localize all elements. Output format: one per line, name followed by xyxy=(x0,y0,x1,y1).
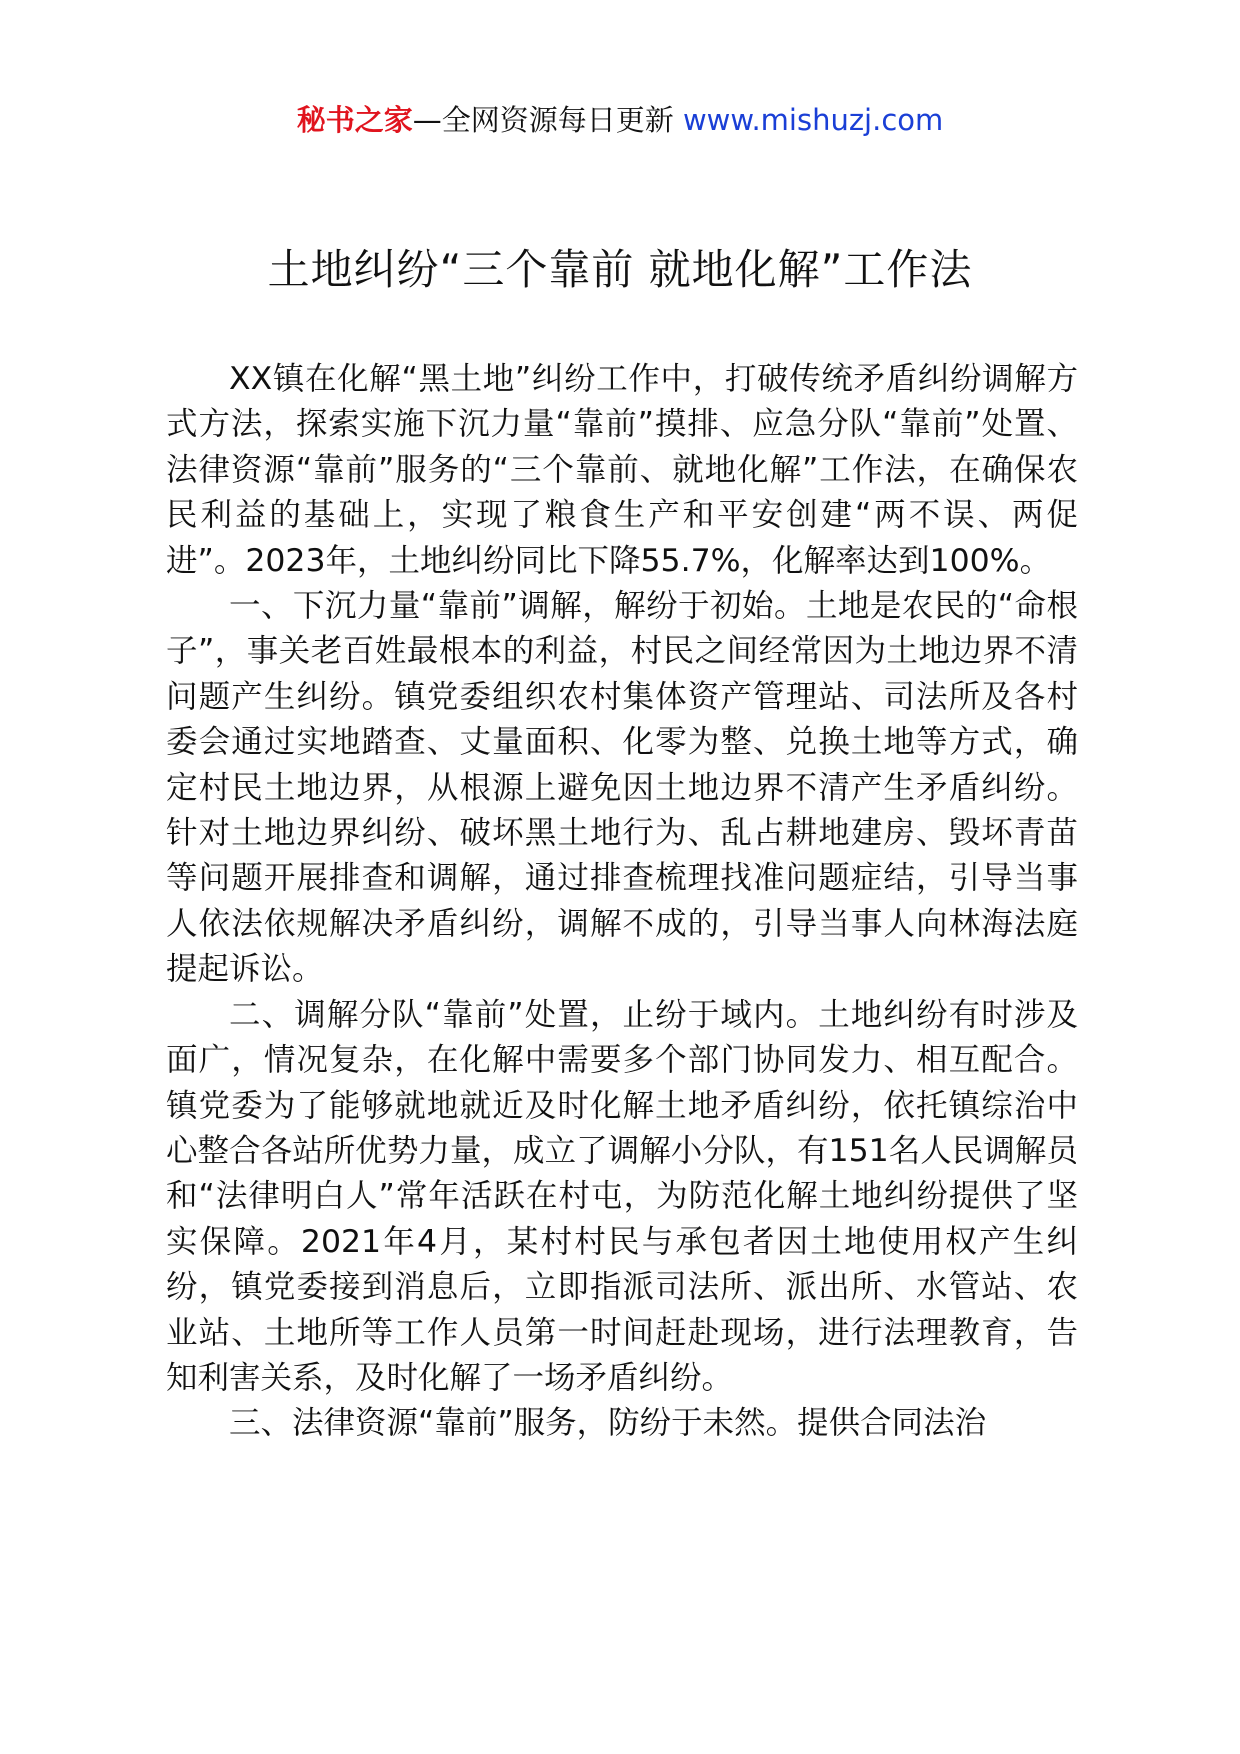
paragraph-section-3: 三、法律资源“靠前”服务，防纷于未然。提供合同法治 xyxy=(229,1405,987,1442)
brand-name: 秘书之家 xyxy=(296,103,413,137)
paragraph-intro: XX镇在化解“黑土地”纠纷工作中，打破传统矛盾纠纷调解方式方法，探索实施下沉力量“靠前”摸排、应急分队“靠前”处置、法律资源“靠前”服务的“三个靠前、就地化解”工作法，在确保农民利益的基础上，实现了粮食生产和平安创建“两不误、两促进”。2023年，土地纠纷同比下降55.7%，化解率达到100%。 xyxy=(166,361,1078,579)
header-tagline: —全网资源每日更新 xyxy=(412,103,674,137)
paragraph-section-1: 一、下沉力量“靠前”调解，解纷于初始。土地是农民的“命根子”，事关老百姓最根本的利益，村民之间经常因为土地边界不清问题产生纠纷。镇党委组织农村集体资产管理站、司法所及各村委会通过实地踏查、丈量面积、化零为整、兑换土地等方式，确定村民土地边界，从根源上避免因土地边界不清产生矛盾纠纷。针对土地边界纠纷、破坏黑土地行为、乱占耕地建房、毁坏青苗等问题开展排查和调解，通过排查梳理找准问题症结，引导当事人依法依规解决矛盾纠纷，调解不成的，引导当事人向林海法庭提起诉讼。 xyxy=(166,588,1078,988)
paragraph-section-2: 二、调解分队“靠前”处置，止纷于域内。土地纠纷有时涉及面广，情况复杂，在化解中需要多个部门协同发力、相互配合。镇党委为了能够就地就近及时化解土地矛盾纠纷，依托镇综治中心整合各站所优势力量，成立了调解小分队，有151名人民调解员和“法律明白人”常年活跃在村屯，为防范化解土地纠纷提供了坚实保障。2021年4月，某村村民与承包者因土地使用权产生纠纷，镇党委接到消息后，立即指派司法所、派出所、水管站、农业站、土地所等工作人员第一时间赶赴现场，进行法理教育，告知利害关系，及时化解了一场矛盾纠纷。 xyxy=(166,996,1078,1396)
site-url-link[interactable]: www.mishuzj.com xyxy=(682,103,944,137)
document-body xyxy=(166,357,1078,1447)
site-header xyxy=(0,100,1240,140)
document-title: 土地纠纷“三个靠前 就地化解”工作法 xyxy=(267,245,973,294)
